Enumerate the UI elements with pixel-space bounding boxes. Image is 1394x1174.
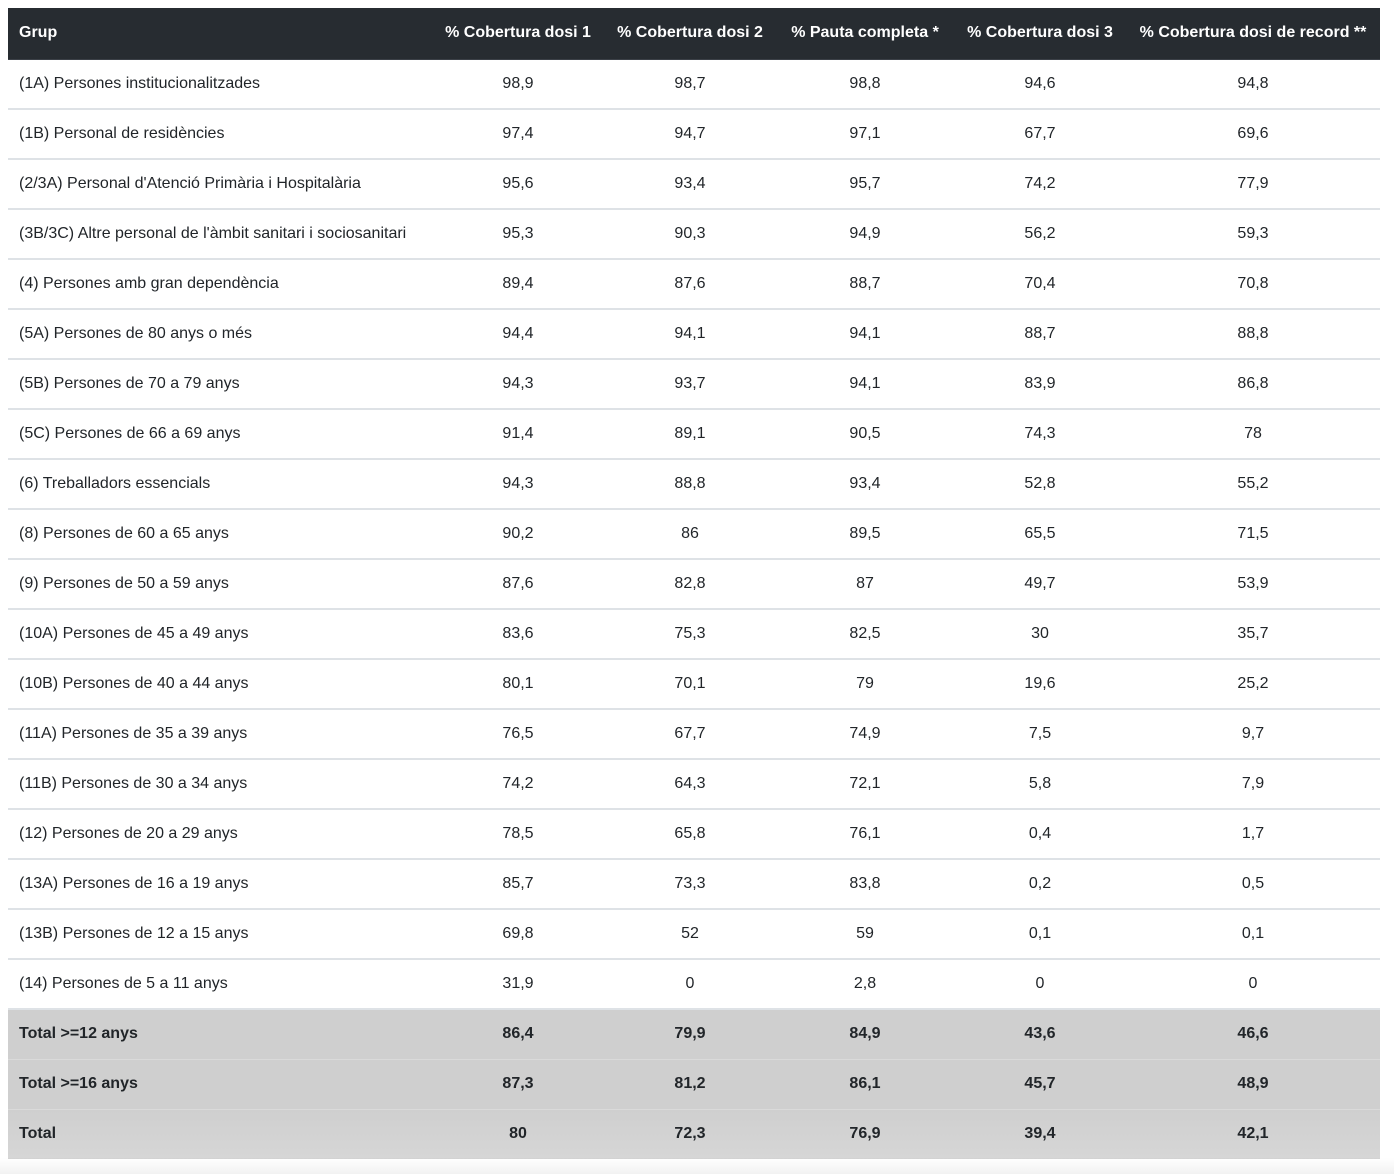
cell-dose3-coverage: 94,6: [954, 59, 1126, 109]
cell-dose3-coverage: 30: [954, 609, 1126, 659]
column-header-group[interactable]: Grup: [8, 8, 432, 59]
cell-group-name: (11B) Persones de 30 a 34 anys: [8, 759, 432, 809]
cell-full-schedule-coverage: 87: [776, 559, 954, 609]
table-row: [8, 459, 1380, 509]
cell-full-schedule-coverage: 74,9: [776, 709, 954, 759]
cell-group-name: Total: [8, 1109, 432, 1159]
cell-dose3-coverage: 70,4: [954, 259, 1126, 309]
table-header: [8, 8, 1380, 59]
cell-dose2-coverage: 94,7: [604, 109, 776, 159]
cell-dose2-coverage: 64,3: [604, 759, 776, 809]
cell-full-schedule-coverage: 89,5: [776, 509, 954, 559]
cell-full-schedule-coverage: 98,8: [776, 59, 954, 109]
cell-dose1-coverage: 95,6: [432, 159, 604, 209]
cell-full-schedule-coverage: 90,5: [776, 409, 954, 459]
cell-dose1-coverage: 97,4: [432, 109, 604, 159]
cell-dose1-coverage: 80: [432, 1109, 604, 1159]
cell-dose1-coverage: 74,2: [432, 759, 604, 809]
cell-booster-coverage: 78: [1126, 409, 1380, 459]
cell-booster-coverage: 1,7: [1126, 809, 1380, 859]
column-header-full-schedule[interactable]: % Pauta completa *: [776, 8, 954, 59]
cell-dose1-coverage: 80,1: [432, 659, 604, 709]
cell-full-schedule-coverage: 82,5: [776, 609, 954, 659]
cell-full-schedule-coverage: 84,9: [776, 1009, 954, 1059]
cell-dose2-coverage: 73,3: [604, 859, 776, 909]
cell-dose1-coverage: 90,2: [432, 509, 604, 559]
cell-dose1-coverage: 85,7: [432, 859, 604, 909]
header-row: [8, 8, 1380, 59]
cell-booster-coverage: 88,8: [1126, 309, 1380, 359]
cell-booster-coverage: 9,7: [1126, 709, 1380, 759]
cell-full-schedule-coverage: 94,9: [776, 209, 954, 259]
cell-dose3-coverage: 5,8: [954, 759, 1126, 809]
table-row: [8, 709, 1380, 759]
cell-dose3-coverage: 39,4: [954, 1109, 1126, 1159]
table-row: [8, 509, 1380, 559]
cell-group-name: (10A) Persones de 45 a 49 anys: [8, 609, 432, 659]
table-row: [8, 809, 1380, 859]
cell-group-name: (6) Treballadors essencials: [8, 459, 432, 509]
table-row: [8, 659, 1380, 709]
cell-booster-coverage: 55,2: [1126, 459, 1380, 509]
cell-booster-coverage: 94,8: [1126, 59, 1380, 109]
table-row: [8, 859, 1380, 909]
cell-booster-coverage: 48,9: [1126, 1059, 1380, 1109]
column-header-dose2[interactable]: % Cobertura dosi 2: [604, 8, 776, 59]
cell-full-schedule-coverage: 94,1: [776, 309, 954, 359]
cell-dose2-coverage: 82,8: [604, 559, 776, 609]
cell-dose3-coverage: 88,7: [954, 309, 1126, 359]
cell-group-name: (12) Persones de 20 a 29 anys: [8, 809, 432, 859]
cell-group-name: (4) Persones amb gran dependència: [8, 259, 432, 309]
total-row: [8, 1059, 1380, 1109]
cell-dose2-coverage: 94,1: [604, 309, 776, 359]
table-row: [8, 409, 1380, 459]
cell-dose1-coverage: 98,9: [432, 59, 604, 109]
cell-booster-coverage: 35,7: [1126, 609, 1380, 659]
cell-dose3-coverage: 74,3: [954, 409, 1126, 459]
cell-dose2-coverage: 93,4: [604, 159, 776, 209]
vaccination-coverage-table: [8, 8, 1380, 1159]
cell-booster-coverage: 25,2: [1126, 659, 1380, 709]
cell-group-name: (5C) Persones de 66 a 69 anys: [8, 409, 432, 459]
table-row: [8, 609, 1380, 659]
table-row: [8, 959, 1380, 1009]
cell-full-schedule-coverage: 76,1: [776, 809, 954, 859]
cell-booster-coverage: 86,8: [1126, 359, 1380, 409]
cell-dose2-coverage: 90,3: [604, 209, 776, 259]
cell-full-schedule-coverage: 86,1: [776, 1059, 954, 1109]
table-row: [8, 559, 1380, 609]
cell-group-name: Total >=16 anys: [8, 1059, 432, 1109]
cell-dose2-coverage: 70,1: [604, 659, 776, 709]
cell-dose3-coverage: 45,7: [954, 1059, 1126, 1109]
total-row: [8, 1009, 1380, 1059]
cell-dose3-coverage: 0: [954, 959, 1126, 1009]
cell-dose1-coverage: 87,3: [432, 1059, 604, 1109]
table-row: [8, 909, 1380, 959]
cell-dose2-coverage: 67,7: [604, 709, 776, 759]
cell-dose1-coverage: 89,4: [432, 259, 604, 309]
total-row: [8, 1109, 1380, 1159]
table-row: [8, 759, 1380, 809]
cell-dose2-coverage: 65,8: [604, 809, 776, 859]
cell-dose1-coverage: 86,4: [432, 1009, 604, 1059]
table-row: [8, 59, 1380, 109]
cell-dose1-coverage: 91,4: [432, 409, 604, 459]
cell-dose2-coverage: 93,7: [604, 359, 776, 409]
table-row: [8, 259, 1380, 309]
cell-dose3-coverage: 56,2: [954, 209, 1126, 259]
cell-group-name: (5A) Persones de 80 anys o més: [8, 309, 432, 359]
cell-booster-coverage: 59,3: [1126, 209, 1380, 259]
cell-dose1-coverage: 76,5: [432, 709, 604, 759]
cell-full-schedule-coverage: 79: [776, 659, 954, 709]
cell-booster-coverage: 70,8: [1126, 259, 1380, 309]
cell-booster-coverage: 69,6: [1126, 109, 1380, 159]
cell-dose1-coverage: 83,6: [432, 609, 604, 659]
cell-dose1-coverage: 31,9: [432, 959, 604, 1009]
cell-full-schedule-coverage: 97,1: [776, 109, 954, 159]
cell-group-name: (3B/3C) Altre personal de l'àmbit sanitari i sociosanitari: [8, 209, 432, 259]
cell-dose3-coverage: 65,5: [954, 509, 1126, 559]
cell-booster-coverage: 42,1: [1126, 1109, 1380, 1159]
cell-dose3-coverage: 67,7: [954, 109, 1126, 159]
cell-full-schedule-coverage: 83,8: [776, 859, 954, 909]
cell-booster-coverage: 7,9: [1126, 759, 1380, 809]
cell-dose3-coverage: 0,2: [954, 859, 1126, 909]
cell-full-schedule-coverage: 95,7: [776, 159, 954, 209]
cell-dose2-coverage: 72,3: [604, 1109, 776, 1159]
cell-dose3-coverage: 83,9: [954, 359, 1126, 409]
cell-dose2-coverage: 79,9: [604, 1009, 776, 1059]
cell-full-schedule-coverage: 2,8: [776, 959, 954, 1009]
cell-dose3-coverage: 49,7: [954, 559, 1126, 609]
table-body: [8, 59, 1380, 1159]
cell-booster-coverage: 0,5: [1126, 859, 1380, 909]
cell-dose1-coverage: 87,6: [432, 559, 604, 609]
cell-full-schedule-coverage: 88,7: [776, 259, 954, 309]
cell-booster-coverage: 46,6: [1126, 1009, 1380, 1059]
cell-dose2-coverage: 89,1: [604, 409, 776, 459]
column-header-dose1[interactable]: % Cobertura dosi 1: [432, 8, 604, 59]
cell-group-name: (11A) Persones de 35 a 39 anys: [8, 709, 432, 759]
table-row: [8, 109, 1380, 159]
cell-dose3-coverage: 0,1: [954, 909, 1126, 959]
cell-group-name: (5B) Persones de 70 a 79 anys: [8, 359, 432, 409]
cell-dose1-coverage: 94,3: [432, 459, 604, 509]
cell-group-name: (13B) Persones de 12 a 15 anys: [8, 909, 432, 959]
cell-dose2-coverage: 98,7: [604, 59, 776, 109]
cell-dose2-coverage: 75,3: [604, 609, 776, 659]
cell-group-name: (1B) Personal de residències: [8, 109, 432, 159]
cell-group-name: (13A) Persones de 16 a 19 anys: [8, 859, 432, 909]
cell-full-schedule-coverage: 93,4: [776, 459, 954, 509]
cell-group-name: (14) Persones de 5 a 11 anys: [8, 959, 432, 1009]
table-row: [8, 309, 1380, 359]
cell-dose3-coverage: 43,6: [954, 1009, 1126, 1059]
cell-group-name: (2/3A) Personal d'Atenció Primària i Hospitalària: [8, 159, 432, 209]
cell-booster-coverage: 0,1: [1126, 909, 1380, 959]
cell-full-schedule-coverage: 94,1: [776, 359, 954, 409]
cell-full-schedule-coverage: 59: [776, 909, 954, 959]
cell-dose3-coverage: 52,8: [954, 459, 1126, 509]
cell-dose1-coverage: 69,8: [432, 909, 604, 959]
cell-dose1-coverage: 95,3: [432, 209, 604, 259]
cell-group-name: (10B) Persones de 40 a 44 anys: [8, 659, 432, 709]
column-header-booster[interactable]: % Cobertura dosi de record **: [1126, 8, 1380, 59]
cell-full-schedule-coverage: 76,9: [776, 1109, 954, 1159]
cell-dose1-coverage: 94,4: [432, 309, 604, 359]
column-header-dose3[interactable]: % Cobertura dosi 3: [954, 8, 1126, 59]
table-row: [8, 159, 1380, 209]
cell-booster-coverage: 77,9: [1126, 159, 1380, 209]
cell-booster-coverage: 0: [1126, 959, 1380, 1009]
cell-dose2-coverage: 87,6: [604, 259, 776, 309]
cell-dose2-coverage: 88,8: [604, 459, 776, 509]
table-row: [8, 209, 1380, 259]
cell-group-name: Total >=12 anys: [8, 1009, 432, 1059]
cell-dose2-coverage: 81,2: [604, 1059, 776, 1109]
cell-dose2-coverage: 0: [604, 959, 776, 1009]
cell-full-schedule-coverage: 72,1: [776, 759, 954, 809]
cell-group-name: (8) Persones de 60 a 65 anys: [8, 509, 432, 559]
cell-dose2-coverage: 86: [604, 509, 776, 559]
cell-dose1-coverage: 94,3: [432, 359, 604, 409]
cell-dose2-coverage: 52: [604, 909, 776, 959]
table-row: [8, 359, 1380, 409]
cell-dose3-coverage: 0,4: [954, 809, 1126, 859]
cell-group-name: (9) Persones de 50 a 59 anys: [8, 559, 432, 609]
cell-dose3-coverage: 7,5: [954, 709, 1126, 759]
cell-booster-coverage: 53,9: [1126, 559, 1380, 609]
cell-dose3-coverage: 74,2: [954, 159, 1126, 209]
cell-group-name: (1A) Persones institucionalitzades: [8, 59, 432, 109]
cell-dose3-coverage: 19,6: [954, 659, 1126, 709]
cell-dose1-coverage: 78,5: [432, 809, 604, 859]
cell-booster-coverage: 71,5: [1126, 509, 1380, 559]
